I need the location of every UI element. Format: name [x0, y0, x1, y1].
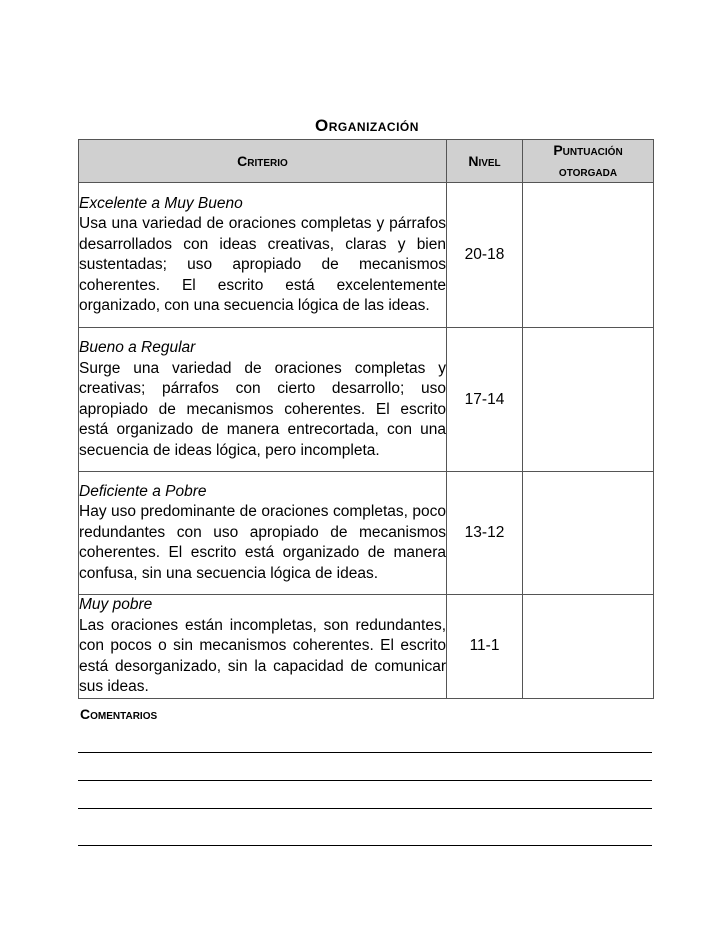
nivel-range: 20-18 [447, 183, 523, 328]
table-row [79, 328, 654, 472]
level-label: Excelente a Muy Bueno [79, 194, 243, 212]
table-row [79, 183, 654, 328]
header-puntuacion-line1: Puntuación [553, 142, 623, 158]
level-label: Muy pobre [79, 596, 153, 613]
comments-label: Comentarios [80, 706, 158, 722]
level-description: Las oraciones están incompletas, son redundantes, con pocos o sin mecanismos coherentes. El escrito está desorganizado, sin la capacidad de comunicar sus ideas. [79, 616, 446, 695]
level-label: Deficiente a Pobre [79, 482, 207, 500]
score-cell[interactable] [523, 328, 654, 472]
rubric-table [78, 139, 654, 699]
criterio-cell [79, 472, 447, 595]
criterio-cell [79, 183, 447, 328]
page-title: Organización [315, 116, 419, 135]
score-cell[interactable] [523, 472, 654, 595]
nivel-range: 17-14 [447, 328, 523, 472]
score-cell[interactable] [523, 183, 654, 328]
comment-line[interactable] [78, 845, 652, 846]
header-criterio: Criterio [79, 140, 447, 183]
table-header-row [79, 140, 654, 183]
level-description: Usa una variedad de oraciones completas y párrafos desarrollados con ideas creativas, claras y bien sustentadas; uso apropiado de mecanismos coherentes. El escrito está excelentemente organizado, con una secuencia lógica de las ideas. [79, 215, 446, 314]
comment-line[interactable] [78, 808, 652, 809]
nivel-range: 11-1 [447, 595, 523, 699]
header-puntuacion-line2: otorgada [558, 163, 618, 179]
table-row [79, 595, 654, 699]
comment-line[interactable] [78, 780, 652, 781]
level-description: Surge una variedad de oraciones completas y creativas; párrafos con cierto desarrollo; uso apropiado de mecanismos coherentes. El escrito está organizado de manera entrecortada, con una secuencia de ideas lógica, pero incompleta. [79, 359, 446, 459]
header-nivel: Nivel [447, 140, 523, 183]
level-label: Bueno a Regular [79, 339, 196, 356]
score-cell[interactable] [523, 595, 654, 699]
criterio-cell [79, 328, 447, 472]
criterio-cell [79, 595, 447, 699]
table-row [79, 472, 654, 595]
comment-line[interactable] [78, 752, 652, 753]
level-description: Hay uso predominante de oraciones completas, poco redundantes con uso apropiado de mecanismos coherentes. El escrito está organizado de manera confusa, sin una secuencia lógica de ideas. [79, 503, 446, 582]
nivel-range: 13-12 [447, 472, 523, 595]
header-puntuacion [523, 140, 654, 183]
